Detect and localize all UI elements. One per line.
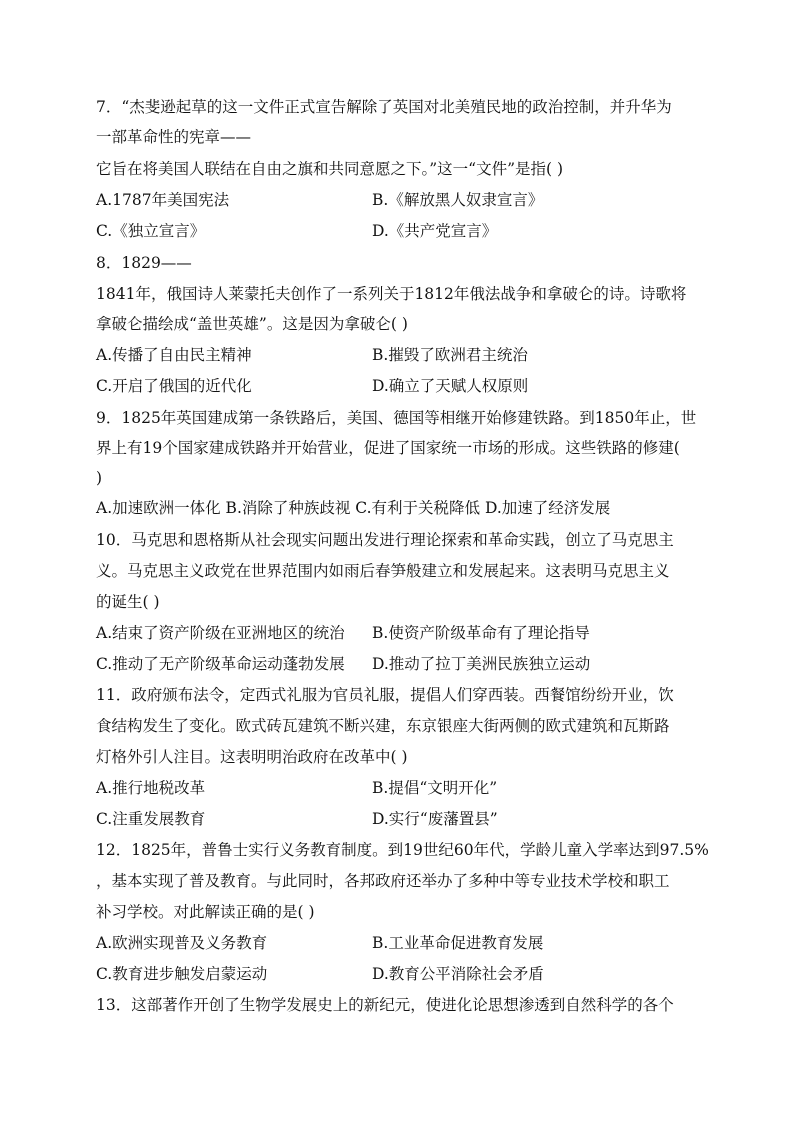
question-10-line-3: 的诞生( ) — [96, 593, 160, 611]
question-7-line-2: 一部革命性的宪章—— — [96, 128, 252, 146]
question-10-line-1: 10．马克思和恩格斯从社会现实问题出发进行理论探索和革命实践，创立了马克思主 — [96, 531, 674, 549]
question-11-line-3: 灯格外引人注目。这表明明治政府在改革中( ) — [96, 748, 408, 766]
question-12-option-b: B.工业革命促进教育发展 — [372, 934, 544, 952]
question-11-option-b: B.提倡“文明开化” — [372, 779, 498, 797]
question-11-option-c: C.注重发展教育 — [96, 810, 206, 828]
question-7-option-a: A.1787年美国宪法 — [96, 191, 230, 209]
question-12-line-2: ，基本实现了普及教育。与此同时，各邦政府还举办了多种中等专业技术学校和职工 — [96, 872, 670, 890]
question-11-line-1: 11．政府颁布法令，定西式礼服为官员礼服，提倡人们穿西装。西餐馆纷纷开业，饮 — [96, 686, 674, 704]
question-10-line-2: 义。马克思主义政党在世界范围内如雨后春笋般建立和发展起来。这表明马克思主义 — [96, 562, 670, 580]
question-13-line-1: 13．这部著作开创了生物学发展史上的新纪元，使进化论思想渗透到自然科学的各个 — [96, 996, 674, 1014]
question-12-option-d: D.教育公平消除社会矛盾 — [372, 965, 544, 983]
question-9-line-2: 界上有19个国家建成铁路并开始营业，促进了国家统一市场的形成。这些铁路的修建( — [96, 439, 680, 457]
question-7-line-1: 7．“杰斐逊起草的这一文件正式宣告解除了英国对北美殖民地的政治控制，并升华为 — [96, 98, 672, 116]
question-11-option-d: D.实行“废藩置县” — [372, 810, 498, 828]
question-7-option-b: B.《解放黑人奴隶宣言》 — [372, 191, 544, 209]
question-8-option-d: D.确立了天赋人权原则 — [372, 377, 529, 395]
question-8-option-c: C.开启了俄国的近代化 — [96, 377, 252, 395]
question-7-option-c: C.《独立宣言》 — [96, 222, 206, 240]
question-10-option-c: C.推动了无产阶级革命运动蓬勃发展 — [96, 655, 345, 673]
question-8-option-b: B.摧毁了欧洲君主统治 — [372, 346, 528, 364]
question-12-option-a: A.欧洲实现普及义务教育 — [96, 934, 268, 952]
question-9-line-1: 9．1825年英国建成第一条铁路后，美国、德国等相继开始修建铁路。到1850年止，世 — [96, 409, 697, 427]
question-8-line-1: 8．1829—— — [96, 254, 192, 272]
question-11-line-2: 食结构发生了变化。欧式砖瓦建筑不断兴建，东京银座大街两侧的欧式建筑和瓦斯路 — [96, 717, 670, 735]
question-8-line-3: 拿破仑描绘成“盖世英雄”。这是因为拿破仑( ) — [96, 315, 408, 333]
question-11-option-a: A.推行地税改革 — [96, 779, 206, 797]
question-8-option-a: A.传播了自由民主精神 — [96, 346, 252, 364]
question-9-line-3: ) — [96, 469, 103, 487]
question-8-line-2: 1841年，俄国诗人莱蒙托夫创作了一系列关于1812年俄法战争和拿破仑的诗。诗歌将 — [96, 285, 687, 303]
question-12-line-3: 补习学校。对此解读正确的是( ) — [96, 903, 315, 921]
question-12-option-c: C.教育进步触发启蒙运动 — [96, 965, 268, 983]
question-7-line-3: 它旨在将美国人联结在自由之旗和共同意愿之下。”这一“文件”是指( ) — [96, 160, 564, 178]
question-9-options: A.加速欧洲一体化 B.消除了种族歧视 C.有利于关税降低 D.加速了经济发展 — [96, 499, 611, 517]
question-7-option-d: D.《共产党宣言》 — [372, 222, 498, 240]
question-10-option-b: B.使资产阶级革命有了理论指导 — [372, 624, 590, 642]
question-12-line-1: 12．1825年，普鲁士实行义务教育制度。到19世纪60年代，学龄儿童入学率达到97.5% — [96, 841, 709, 859]
question-10-option-d: D.推动了拉丁美洲民族独立运动 — [372, 655, 591, 673]
question-10-option-a: A.结束了资产阶级在亚洲地区的统治 — [96, 624, 345, 642]
